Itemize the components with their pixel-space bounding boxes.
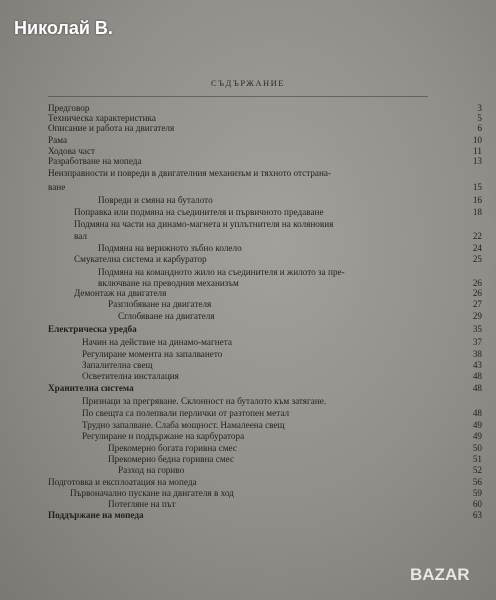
toc-page-number: 48 xyxy=(472,383,482,393)
toc-entry: Техническа характеристика xyxy=(48,113,156,123)
toc-page-number: 18 xyxy=(472,207,482,217)
toc-entry: ване xyxy=(48,182,66,192)
toc-entry: Признаци за прегряване. Склонност на буталото към затягане. xyxy=(82,396,327,406)
toc-section-entry: Поддържане на мопеда xyxy=(48,510,144,520)
toc-entry: Трудно запалване. Слаба мощност. Намалеена свещ xyxy=(82,420,285,430)
toc-section-entry: Електрическа уредба xyxy=(48,324,137,334)
toc-page-number: 16 xyxy=(472,195,482,205)
toc-entry: Описание и работа на двигателя xyxy=(48,123,175,133)
toc-page-number: 51 xyxy=(472,454,482,464)
toc-entry: Поправка или подмяна на съединителя и първичното предаване xyxy=(74,207,324,217)
toc-page-number: 13 xyxy=(472,156,482,166)
toc-page-number: 25 xyxy=(472,254,482,264)
toc-page-number: 26 xyxy=(472,278,482,288)
toc-page-number: 48 xyxy=(472,371,482,381)
toc-title: СЪДЪРЖАНИЕ xyxy=(210,78,285,88)
toc-page-number: 35 xyxy=(472,324,482,334)
toc-page-number: 59 xyxy=(472,488,482,498)
toc-page-number: 15 xyxy=(472,182,482,192)
toc-page-number: 63 xyxy=(472,510,482,520)
bazar-logo xyxy=(408,562,488,586)
toc-page-number: 52 xyxy=(472,465,482,475)
toc-page-number: 49 xyxy=(472,420,482,430)
toc-page-number: 38 xyxy=(472,349,482,359)
toc-section-entry: Хранителна система xyxy=(48,383,134,393)
toc-entry: Регулиране и поддържане на карбуратора xyxy=(82,431,245,441)
toc-entry: Предговор xyxy=(48,103,90,113)
toc-entry: Запалителна свещ xyxy=(82,360,153,370)
toc-page-number: 56 xyxy=(472,477,482,487)
toc-entry: Разход на гориво xyxy=(118,465,185,475)
toc-entry: Подмяна на командното жило на съединителя и жилото за пре- xyxy=(98,267,345,277)
toc-page-number: 24 xyxy=(472,243,482,253)
toc-entry: Регулиране момента на запалването xyxy=(82,349,223,359)
toc-page-number: 3 xyxy=(477,103,482,113)
toc-page-number: 10 xyxy=(472,135,482,145)
toc-page-number: 43 xyxy=(472,360,482,370)
toc-page-number: 26 xyxy=(472,288,482,298)
toc-entry: Смукателна система и карбуратор xyxy=(74,254,207,264)
toc-entry: Подмяна на верижното зъбно колело xyxy=(98,243,242,253)
title-rule xyxy=(48,96,428,97)
toc-page-number: 49 xyxy=(472,431,482,441)
bazar-logo-mark xyxy=(408,562,488,586)
toc-entry: Демонтаж на двигателя xyxy=(74,288,167,298)
toc-entry: Прекомерно бедна горивна смес xyxy=(108,454,235,464)
toc-page-number: 60 xyxy=(472,499,482,509)
toc-page-number: 48 xyxy=(472,408,482,418)
toc-page-number: 37 xyxy=(472,337,482,347)
toc-entry: Сглобяване на двигателя xyxy=(118,311,215,321)
toc-entry: Начин на действие на динамо-магнета xyxy=(82,337,232,347)
toc-entry: Първоначално пускане на двигателя в ход xyxy=(70,488,234,498)
toc-entry: Подготовка и експлоатация на мопеда xyxy=(48,477,197,487)
toc-page-number: 6 xyxy=(477,123,482,133)
toc-entry: Разглобяване на двигателя xyxy=(108,299,212,309)
toc-page-number: 5 xyxy=(477,113,482,123)
toc-entry: Потегляне на път xyxy=(108,499,176,509)
toc-entry: включване на преводния механизъм xyxy=(98,278,239,288)
toc-entry: Прекомерно богата горивна смес xyxy=(108,443,237,453)
toc-page-number: 27 xyxy=(472,299,482,309)
toc-page-number: 50 xyxy=(472,443,482,453)
toc-page-number: 29 xyxy=(472,311,482,321)
toc-entry: По свещта са полепвали перлички от разтопен метал xyxy=(82,408,290,418)
toc-entry: Ходова част xyxy=(48,146,96,156)
toc-entry: Осветителна инсталация xyxy=(82,371,179,381)
toc-page-number: 11 xyxy=(473,146,482,156)
toc-entry: Рама xyxy=(48,135,68,145)
toc-page-number: 22 xyxy=(472,231,482,241)
toc-entry: Повреди и смяна на буталото xyxy=(98,195,213,205)
toc-entry: Разработване на мопеда xyxy=(48,156,142,166)
toc-entry: вал xyxy=(74,231,87,241)
seller-watermark: Николай В. xyxy=(14,18,113,38)
toc-entry: Подмяна на части на динамо-магнета и уплътнителя на коляновия xyxy=(74,219,334,229)
bazar-logo-text: BAZAR xyxy=(410,565,470,584)
toc-entry: Неизправности и повреди в двигателния механизъм и тяхното отстрана- xyxy=(48,168,332,178)
